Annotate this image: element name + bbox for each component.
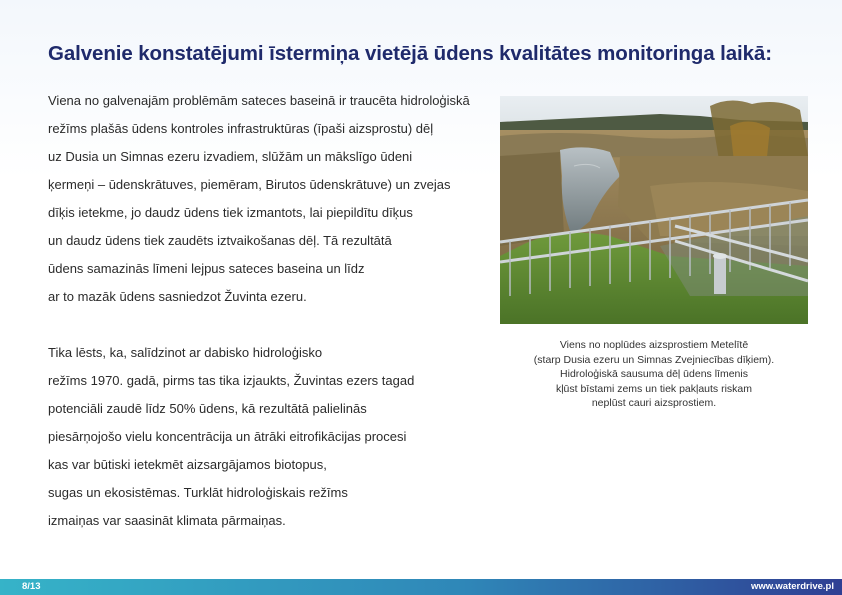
caption-line: Viens no noplūdes aizsprostiem Metelītē: [559, 339, 749, 351]
caption-line: Hidroloģiskā sausuma dēļ ūdens līmenis: [560, 368, 748, 380]
caption-line: neplūst cauri aizsprostiem.: [591, 397, 717, 409]
secondary-paragraph: [48, 339, 518, 535]
text-line: režīms 1970. gadā, pirms tas tika izjaukts, Žuvintas ezers tagad: [48, 373, 415, 388]
text-line: Tika lēsts, ka, salīdzinot ar dabisko hidroloģisko: [48, 345, 323, 360]
main-paragraph: [48, 87, 518, 311]
text-line: uz Dusia un Simnas ezeru izvadiem, slūžām un mākslīgo ūdeni: [48, 149, 413, 164]
text-line: ar to mazāk ūdens sasniedzot Žuvinta ezeru.: [48, 289, 307, 304]
text-line: Viena no galvenajām problēmām sateces baseinā ir traucēta hidroloģiskā: [48, 93, 470, 108]
text-line: potenciāli zaudē līdz 50% ūdens, kā rezultātā palielinās: [48, 401, 367, 416]
text-line: kas var būtiski ietekmēt aizsargājamos biotopus,: [48, 457, 327, 472]
text-line: sugas un ekosistēmas. Turklāt hidroloģiskais režīms: [48, 485, 348, 500]
text-line: dīķis ietekme, jo daudz ūdens tiek izmantots, lai piepildītu dīķus: [48, 205, 413, 220]
text-line: režīms plašās ūdens kontroles infrastruktūras (īpaši aizsprostu) dēļ: [48, 121, 434, 136]
caption-line: kļūst bīstami zems un tiek pakļauts riskam: [555, 382, 753, 395]
text-line: un daudz ūdens tiek zaudēts iztvaikošanas dēļ. Tā rezultātā: [48, 233, 392, 248]
photo-caption: [500, 338, 808, 411]
text-line: ķermeņi – ūdenskrātuves, piemēram, Birutos ūdenskrātuve) un zvejas: [48, 177, 451, 192]
website-link[interactable]: www.waterdrive.pl: [750, 581, 834, 592]
footer-bar: [0, 579, 842, 595]
text-line: izmaiņas var saasināt klimata pārmaiņas.: [48, 513, 286, 528]
page-title: Galvenie konstatējumi īstermiņa vietējā ūdens kvalitātes monitoringa laikā:: [48, 42, 772, 65]
text-line: ūdens samazinās līmeni lejpus sateces baseina un līdz: [48, 261, 365, 276]
text-line: piesārņojošo vielu koncentrācija un ātrāki eitrofikācijas procesi: [48, 429, 407, 444]
caption-line: (starp Dusia ezeru un Simnas Zvejniecības dīķiem).: [533, 353, 775, 366]
dam-photo: [500, 96, 808, 324]
page-number: 8/13: [22, 581, 41, 592]
